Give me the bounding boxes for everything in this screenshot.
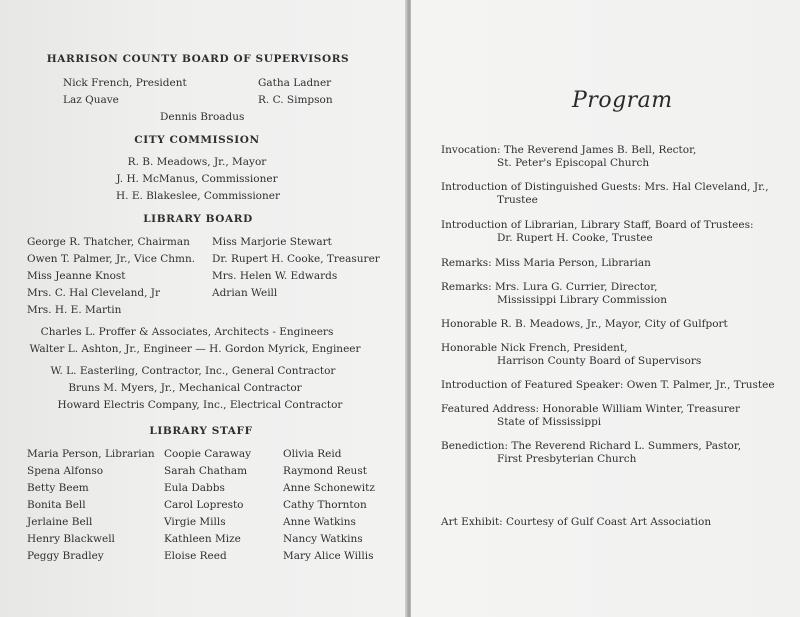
staff-member: Kathleen Mize [164,533,241,545]
program-item-detail: Harrison County Board of Supervisors [497,355,702,367]
program-item: Remarks: Mrs. Lura G. Currier, Director, [441,281,658,293]
program-item: Invocation: The Reverend James B. Bell, Rector, [441,144,697,156]
program-item-detail: Mississippi Library Commission [497,294,667,306]
supervisor-member: Laz Quave [63,94,119,106]
staff-member: Sarah Chatham [164,465,248,477]
staff-member: Henry Blackwell [27,533,115,545]
board-member: Owen T. Palmer, Jr., Vice Chmn. [27,253,196,265]
program-item: Honorable Nick French, President, [441,342,628,354]
commission-member: H. E. Blakeslee, Commissioner [115,190,281,202]
program-item: Honorable R. B. Meadows, Jr., Mayor, City of Gulfport [441,318,728,330]
program-item-detail: Trustee [497,194,538,206]
program-item-detail: St. Peter's Episcopal Church [497,157,650,169]
program-item: Introduction of Featured Speaker: Owen T. Palmer, Jr., Trustee [441,379,775,391]
board-member: Mrs. Helen W. Edwards [212,270,338,282]
program-item: Introduction of Distinguished Guests: Mrs. Hal Cleveland, Jr., [441,181,769,193]
board-member: Miss Marjorie Stewart [212,236,332,248]
supervisor-member: Gatha Ladner [258,77,332,89]
program-item: Featured Address: Honorable William Winter, Treasurer [441,403,741,415]
staff-member: Eula Dabbs [164,482,225,494]
supervisor-member: Dennis Broadus [160,111,245,123]
supervisor-member: Nick French, President [63,77,187,89]
library-staff-heading: LIBRARY STAFF [149,425,253,437]
board-member: Dr. Rupert H. Cooke, Treasurer [212,253,380,265]
staff-member: Peggy Bradley [27,550,104,562]
board-member: Miss Jeanne Knost [27,270,126,282]
board-member: Adrian Weill [212,287,278,299]
staff-member: Mary Alice Willis [283,550,374,562]
contractor-line: Bruns M. Myers, Jr., Mechanical Contractor [68,382,302,394]
program-item: Remarks: Miss Maria Person, Librarian [441,257,651,269]
board-member: Mrs. H. E. Martin [27,304,122,316]
supervisor-member: R. C. Simpson [258,94,333,106]
board-of-supervisors-heading: HARRISON COUNTY BOARD OF SUPERVISORS [46,53,350,65]
staff-member: Bonita Bell [27,499,86,511]
staff-member: Spena Alfonso [27,465,104,477]
board-member: Mrs. C. Hal Cleveland, Jr [27,287,161,299]
library-board-heading: LIBRARY BOARD [143,213,253,225]
staff-member: Betty Beem [27,482,89,494]
architects-line: Charles L. Proffer & Associates, Architects - Engineers [40,326,334,338]
staff-member: Anne Schonewitz [283,482,375,494]
staff-member: Virgie Mills [164,516,226,528]
contractor-line: Howard Electris Company, Inc., Electrical Contractor [57,399,343,411]
board-member: George R. Thatcher, Chairman [27,236,190,248]
program-item-detail: Dr. Rupert H. Cooke, Trustee [497,232,653,244]
program-item-detail: State of Mississippi [497,416,602,428]
staff-member: Olivia Reid [283,448,342,460]
staff-member: Eloise Reed [164,550,227,562]
program-item: Introduction of Librarian, Library Staff, Board of Trustees: [441,219,754,231]
contractor-line: W. L. Easterling, Contractor, Inc., General Contractor [50,365,336,377]
engineers-line: Walter L. Ashton, Jr., Engineer — H. Gordon Myrick, Engineer [29,343,361,355]
program-title: Program [572,88,673,113]
program-item: Benediction: The Reverend Richard L. Summers, Pastor, [441,440,742,452]
staff-member: Nancy Watkins [283,533,363,545]
staff-member: Cathy Thornton [283,499,367,511]
commission-member: J. H. McManus, Commissioner [116,173,278,185]
commission-member: R. B. Meadows, Jr., Mayor [127,156,267,168]
city-commission-heading: CITY COMMISSION [134,134,260,146]
staff-member: Raymond Reust [283,465,367,477]
art-exhibit-note: Art Exhibit: Courtesy of Gulf Coast Art Association [441,516,712,528]
staff-member: Coopie Caraway [164,448,252,460]
staff-member: Carol Lopresto [164,499,244,511]
staff-member: Jerlaine Bell [27,516,93,528]
program-item-detail: First Presbyterian Church [497,453,637,465]
staff-member: Anne Watkins [283,516,356,528]
staff-member: Maria Person, Librarian [27,448,155,460]
